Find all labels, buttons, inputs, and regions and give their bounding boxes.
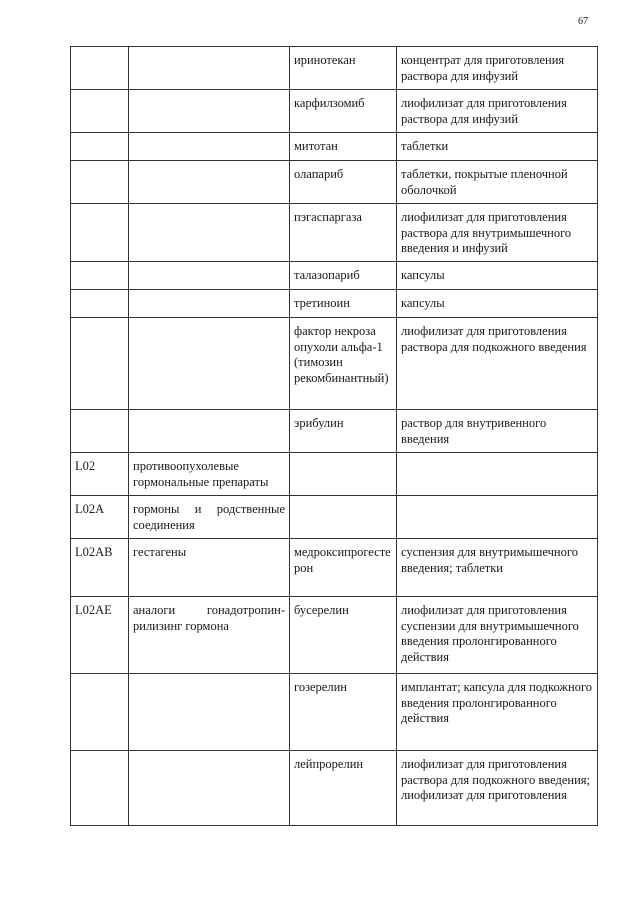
dosage-form-cell: лиофилизат для приготовления раствора для подкожного введения; лиофилизат для приготовления <box>397 751 598 826</box>
table-row <box>71 90 598 133</box>
table-row <box>71 318 598 410</box>
group-name-cell <box>129 318 290 410</box>
group-name-cell <box>129 47 290 90</box>
drug-name-cell <box>290 453 397 496</box>
group-name-cell: противоопухолевые гормональные препараты <box>129 453 290 496</box>
atc-code-cell <box>71 133 129 161</box>
table-row <box>71 410 598 453</box>
table-row <box>71 539 598 597</box>
drug-name-cell: гозерелин <box>290 674 397 751</box>
atc-code-cell: L02AB <box>71 539 129 597</box>
table-row <box>71 262 598 290</box>
table-row <box>71 161 598 204</box>
drug-name-cell: третиноин <box>290 290 397 318</box>
group-name-cell <box>129 204 290 262</box>
group-name-cell: аналоги гонадотропин-рилизинг гормона <box>129 597 290 674</box>
drug-name-cell: пэгаспаргаза <box>290 204 397 262</box>
dosage-form-cell: капсулы <box>397 262 598 290</box>
drug-name-cell: карфилзомиб <box>290 90 397 133</box>
dosage-form-cell <box>397 496 598 539</box>
atc-code-cell <box>71 410 129 453</box>
dosage-form-cell: раствор для внутривенного введения <box>397 410 598 453</box>
atc-code-cell <box>71 318 129 410</box>
group-name-cell <box>129 90 290 133</box>
dosage-form-cell: лиофилизат для приготовления раствора для подкожного введения <box>397 318 598 410</box>
table-row <box>71 751 598 826</box>
drug-name-cell: талазопариб <box>290 262 397 290</box>
drug-name-cell: медроксипрогестерон <box>290 539 397 597</box>
table-row <box>71 290 598 318</box>
group-name-cell <box>129 751 290 826</box>
drug-name-cell: фактор некроза опухоли альфа-1 (тимозин рекомбинантный) <box>290 318 397 410</box>
dosage-form-cell <box>397 453 598 496</box>
atc-code-cell: L02 <box>71 453 129 496</box>
group-name-cell: гормоны и родственные соединения <box>129 496 290 539</box>
group-name-cell <box>129 290 290 318</box>
atc-code-cell <box>71 674 129 751</box>
group-name-cell <box>129 674 290 751</box>
drug-name-cell: митотан <box>290 133 397 161</box>
atc-code-cell: L02A <box>71 496 129 539</box>
atc-code-cell <box>71 204 129 262</box>
table-row <box>71 204 598 262</box>
table-row <box>71 133 598 161</box>
table-row <box>71 597 598 674</box>
table-row <box>71 496 598 539</box>
group-name-cell <box>129 161 290 204</box>
group-name-cell: гестагены <box>129 539 290 597</box>
group-name-cell <box>129 410 290 453</box>
atc-code-cell <box>71 290 129 318</box>
drug-name-cell: иринотекан <box>290 47 397 90</box>
page-number: 67 <box>578 16 588 27</box>
dosage-form-cell: имплантат; капсула для подкожного введения пролонгированного действия <box>397 674 598 751</box>
drug-name-cell: эрибулин <box>290 410 397 453</box>
dosage-form-cell: капсулы <box>397 290 598 318</box>
dosage-form-cell: таблетки <box>397 133 598 161</box>
table-row <box>71 674 598 751</box>
table-row <box>71 47 598 90</box>
drug-name-cell <box>290 496 397 539</box>
drug-name-cell: бусерелин <box>290 597 397 674</box>
dosage-form-cell: лиофилизат для приготовления раствора для внутримышечного введения и инфузий <box>397 204 598 262</box>
atc-code-cell <box>71 262 129 290</box>
atc-code-cell <box>71 161 129 204</box>
group-name-cell <box>129 133 290 161</box>
atc-code-cell <box>71 90 129 133</box>
drug-name-cell: олапариб <box>290 161 397 204</box>
group-name-cell <box>129 262 290 290</box>
atc-code-cell <box>71 47 129 90</box>
atc-code-cell <box>71 751 129 826</box>
drug-table <box>70 46 598 826</box>
dosage-form-cell: лиофилизат для приготовления раствора для инфузий <box>397 90 598 133</box>
dosage-form-cell: лиофилизат для приготовления суспензии для внутримышечного введения пролонгированного действия <box>397 597 598 674</box>
dosage-form-cell: таблетки, покрытые пленочной оболочкой <box>397 161 598 204</box>
drug-name-cell: лейпрорелин <box>290 751 397 826</box>
table-row <box>71 453 598 496</box>
dosage-form-cell: концентрат для приготовления раствора для инфузий <box>397 47 598 90</box>
dosage-form-cell: суспензия для внутримышечного введения; таблетки <box>397 539 598 597</box>
atc-code-cell: L02AE <box>71 597 129 674</box>
